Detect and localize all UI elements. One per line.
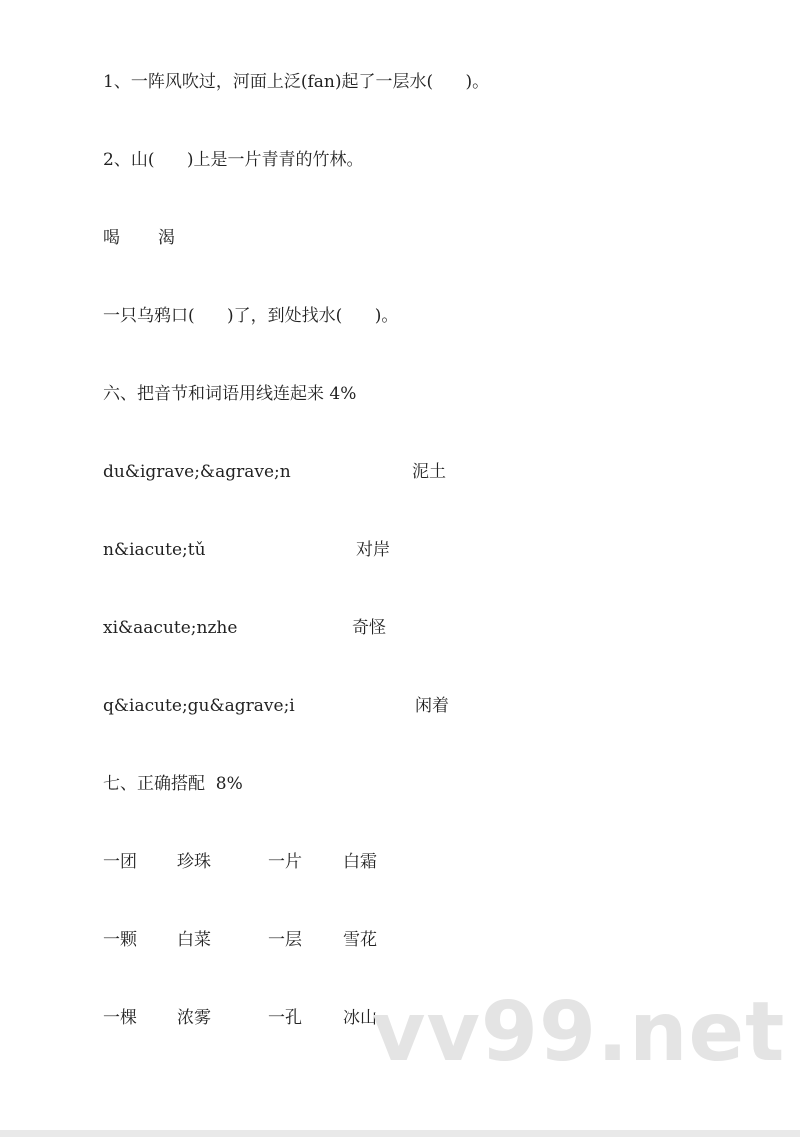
pair-word: 渴: [158, 228, 175, 248]
watermark: vv99.net: [372, 985, 786, 1080]
match-word: 泥土: [412, 462, 446, 482]
match-word: 奇怪: [352, 618, 386, 638]
collocation-word: 冰山: [343, 1008, 377, 1028]
collocation-word: 雪花: [343, 930, 377, 950]
collocation-word: 一团: [103, 852, 137, 872]
collocation-word: 珍珠: [177, 852, 211, 872]
question-line: 2、山( )上是一片青青的竹林。: [103, 150, 364, 170]
pinyin-item: q&iacute;gu&agrave;i: [103, 696, 295, 716]
collocation-word: 一片: [268, 852, 302, 872]
match-word: 闲着: [415, 696, 449, 716]
collocation-word: 白霜: [343, 852, 377, 872]
question-line: 1、一阵风吹过，河面上泛(fan)起了一层水( )。: [103, 72, 490, 92]
collocation-word: 浓雾: [177, 1008, 211, 1028]
collocation-word: 一孔: [268, 1008, 302, 1028]
pinyin-item: n&iacute;tǔ: [103, 540, 206, 560]
collocation-word: 一棵: [103, 1008, 137, 1028]
page-bottom-edge: [0, 1130, 800, 1137]
collocation-word: 一颗: [103, 930, 137, 950]
section-heading: 六、把音节和词语用线连起来 4%: [103, 384, 357, 404]
question-line: 一只乌鸦口( )了，到处找水( )。: [103, 306, 399, 326]
collocation-word: 一层: [268, 930, 302, 950]
collocation-word: 白菜: [177, 930, 211, 950]
pair-word: 喝: [103, 228, 120, 248]
pinyin-item: du&igrave;&agrave;n: [103, 462, 291, 482]
section-heading: 七、正确搭配 8%: [103, 774, 243, 794]
pinyin-item: xi&aacute;nzhe: [103, 618, 238, 638]
match-word: 对岸: [356, 540, 390, 560]
